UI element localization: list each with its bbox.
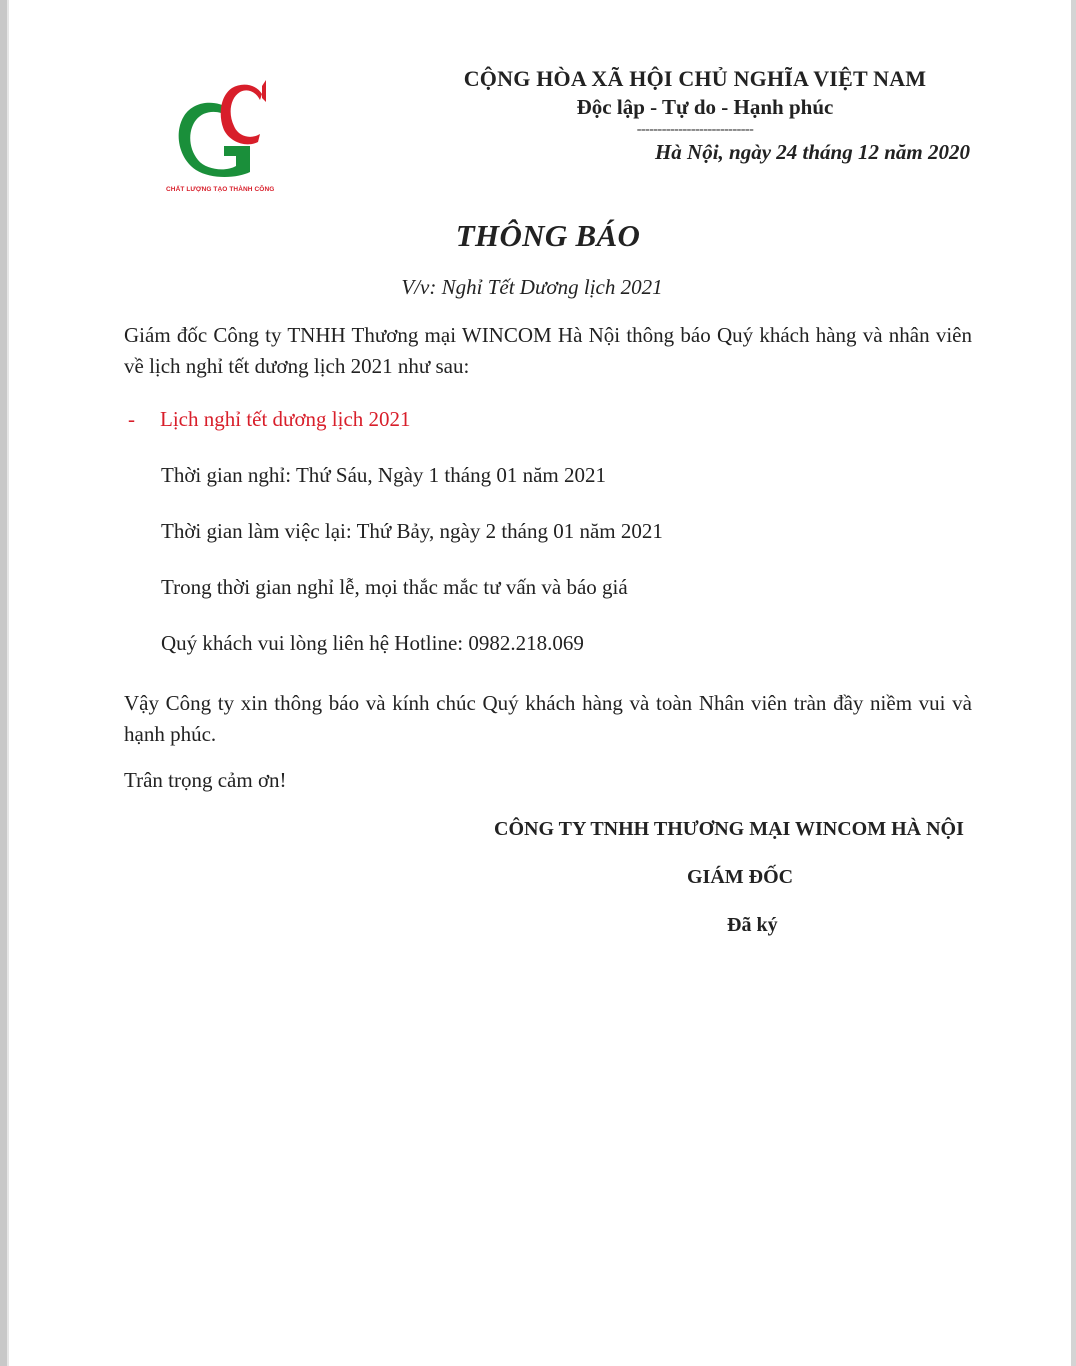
signature-signed: Đã ký: [727, 914, 778, 936]
notice-title: THÔNG BÁO: [455, 218, 641, 253]
signature-title: GIÁM ĐỐC: [687, 866, 794, 888]
national-header: [440, 64, 950, 138]
nation-title: CỘNG HÒA XÃ HỘI CHỦ NGHĨA VIỆT NAM: [463, 66, 927, 91]
issue-date: Hà Nội, ngày 24 tháng 12 năm 2020: [654, 140, 970, 164]
holiday-time-line: Thời gian nghỉ: Thứ Sáu, Ngày 1 tháng 01 năm 2021: [161, 463, 606, 487]
inquiry-line: Trong thời gian nghỉ lễ, mọi thắc mắc tư vấn và báo giá: [161, 575, 628, 599]
motto: Độc lập - Tự do - Hạnh phúc: [576, 95, 834, 119]
closing-paragraph: Vậy Công ty xin thông báo và kính chúc Quý khách hàng và toàn Nhân viên tràn đầy niềm vui và hạnh phúc.: [124, 691, 972, 746]
header-divider: ----------------------------: [636, 122, 754, 137]
cg-logo-icon: [166, 76, 306, 184]
logo-slogan: CHẤT LƯỢNG TẠO THÀNH CÔNG: [166, 186, 275, 193]
notice-subject: V/v: Nghỉ Tết Dương lịch 2021: [401, 275, 663, 299]
signature-company: CÔNG TY TNHH THƯƠNG MẠI WINCOM HÀ NỘI: [494, 818, 964, 840]
intro-paragraph: Giám đốc Công ty TNHH Thương mại WINCOM Hà Nội thông báo Quý khách hàng và nhân viên về lịch nghỉ tết dương lịch 2021 như sau:: [124, 323, 972, 378]
bullet-marker: -: [128, 407, 135, 431]
page-frame-right: [1071, 0, 1076, 1366]
page-frame-left-shadow: [7, 0, 9, 1366]
bullet-heading: Lịch nghỉ tết dương lịch 2021: [160, 407, 411, 431]
hotline-line: Quý khách vui lòng liên hệ Hotline: 0982.218.069: [161, 631, 584, 655]
page-frame-left: [0, 0, 7, 1366]
company-logo: [166, 76, 306, 201]
bullet-heading-row: [128, 407, 411, 432]
thanks-line: Trân trọng cảm ơn!: [124, 768, 287, 792]
resume-work-line: Thời gian làm việc lại: Thứ Bảy, ngày 2 tháng 01 năm 2021: [161, 519, 663, 543]
